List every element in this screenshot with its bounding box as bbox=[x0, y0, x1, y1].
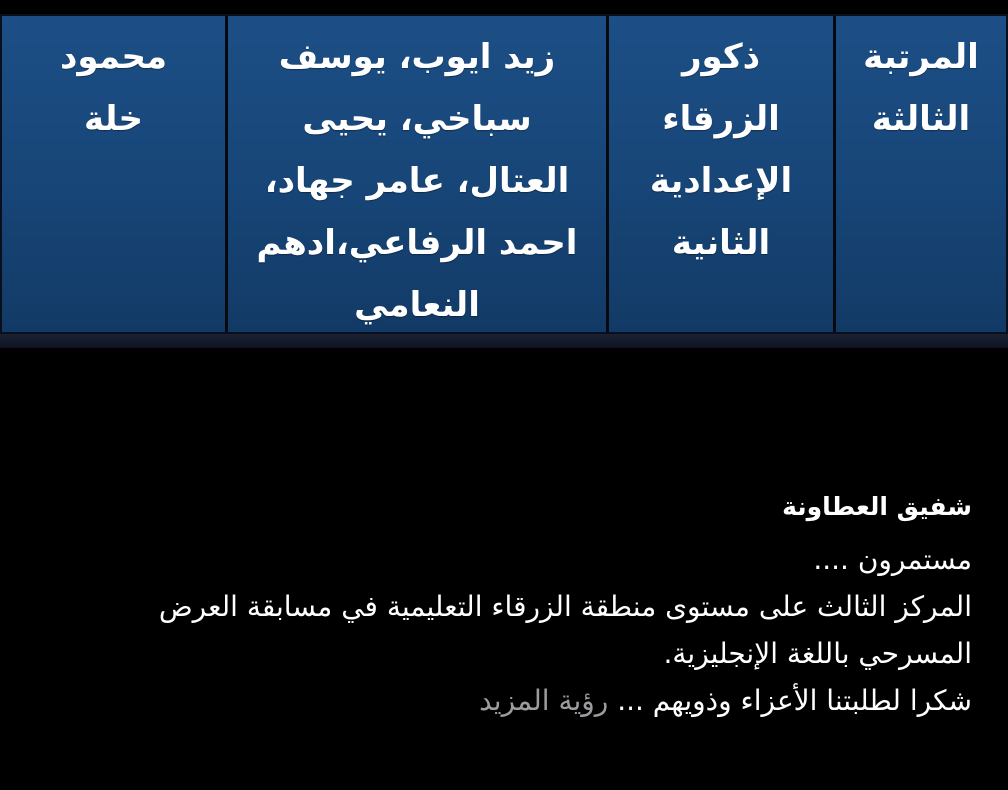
results-table bbox=[2, 16, 1006, 332]
post-thanks-text: شكرا لطلبتنا الأعزاء وذويهم ... bbox=[608, 684, 972, 717]
post-last-line bbox=[32, 677, 972, 724]
results-table-image bbox=[0, 14, 1008, 348]
see-more-link[interactable]: رؤية المزيد bbox=[479, 684, 609, 717]
post-author-name[interactable]: شفيق العطاونة bbox=[782, 492, 972, 521]
teacher-cell: محمود خلة bbox=[2, 16, 225, 332]
table-bottom-edge bbox=[0, 334, 1008, 348]
students-cell: زيد ايوب، يوسف سباخي، يحيى العتال، عامر جهاد، احمد الرفاعي،ادهم النعامي bbox=[228, 16, 606, 332]
post-body-text: مستمرون .... المركز الثالث على مستوى منطقة الزرقاء التعليمية في مسابقة العرض المسرحي باللغة الإنجليزية. bbox=[158, 543, 972, 670]
rank-cell: المرتبة الثالثة bbox=[836, 16, 1006, 332]
school-cell: ذكور الزرقاء الإعدادية الثانية bbox=[609, 16, 833, 332]
post-caption bbox=[32, 490, 972, 724]
